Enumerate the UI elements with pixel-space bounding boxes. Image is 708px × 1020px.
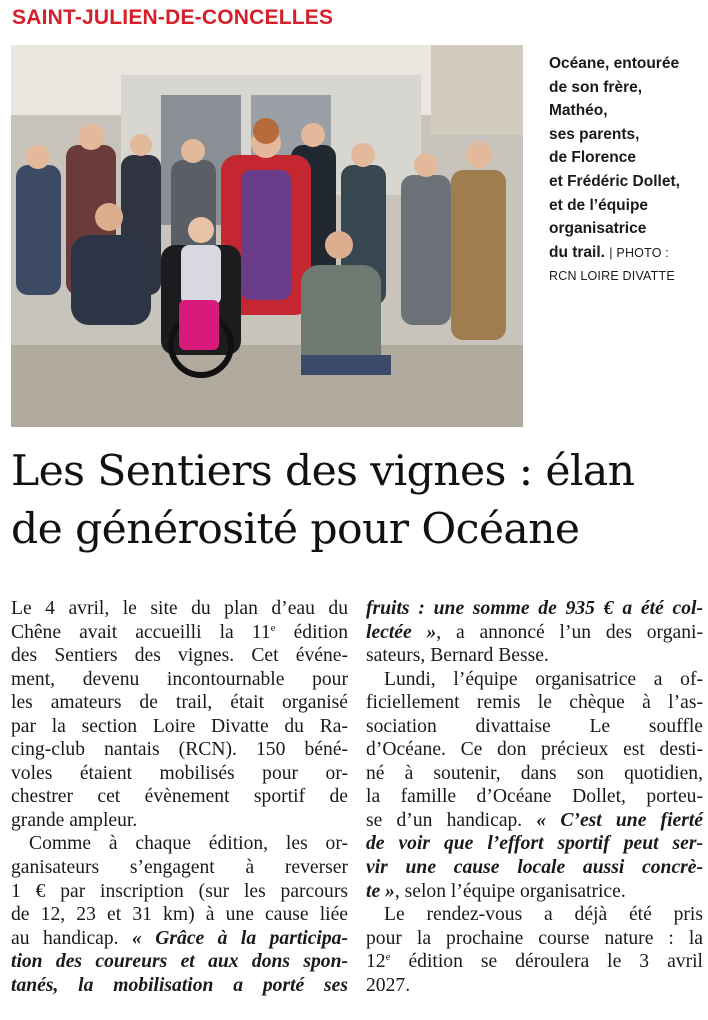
photo-caption [549, 52, 705, 289]
body-line: pour la prochaine course nature : la [366, 927, 703, 949]
body-line: Le rendez-vous a déjà été pris [384, 904, 703, 926]
body-line: des Sentiers des vignes. Cet événe- [11, 645, 348, 667]
body-line: 2027. [366, 974, 411, 996]
caption-line: organisatrice [549, 220, 647, 238]
body-line: sateurs, Bernard Besse. [366, 645, 549, 667]
body-text: Chêne avait accueilli la 11 [11, 621, 271, 643]
body-line: ficiellement remis le chèque à l’as- [366, 692, 703, 714]
body-line: de 12, 23 et 31 km) à une cause liée [11, 904, 348, 926]
body-line: grande ampleur. [11, 809, 138, 831]
body-line [366, 621, 703, 645]
body-line [11, 621, 348, 645]
body-line [366, 809, 703, 833]
body-column-right [366, 597, 703, 997]
quote-line: fruits : une somme de 935 € a été col- [366, 598, 703, 619]
body-line [11, 927, 348, 951]
caption-line: de Florence [549, 149, 636, 167]
body-text: au handicap. [11, 927, 133, 949]
headline-line-1: Les Sentiers des vignes : élan [11, 447, 635, 496]
body-line: la famille d’Océane Dollet, porteu- [366, 786, 703, 808]
body-line: cing-club nantais (RCN). 150 béné- [11, 739, 348, 761]
caption-line: et de l’équipe [549, 196, 649, 214]
body-line: Lundi, l’équipe organisatrice a of- [384, 668, 703, 690]
caption-line: et Frédéric Dollet, [549, 172, 680, 190]
quote-text: « Grâce à la participa- [132, 927, 348, 949]
caption-last-text: du trail. [549, 243, 605, 261]
body-line: ganisateurs s’engagent à reverser [11, 857, 348, 879]
body-line: d’Océane. Ce don précieux est desti- [366, 739, 703, 761]
body-text: édition [275, 621, 349, 643]
superscript: e [270, 621, 276, 634]
quote-line: de voir que l’effort sportif peut ser- [366, 833, 703, 855]
body-line: Comme à chaque édition, les or- [29, 833, 348, 855]
photo-credit: RCN LOIRE DIVATTE [549, 269, 675, 284]
caption-line: ses parents, [549, 125, 640, 143]
body-line [366, 950, 703, 974]
body-line: sociation divattaise Le souffle [366, 715, 703, 737]
quote-line: vir une cause locale aussi concrè- [366, 857, 703, 879]
body-line: voles étaient mobilisés pour or- [11, 762, 348, 784]
caption-line: Mathéo, [549, 102, 608, 120]
section-kicker: SAINT-JULIEN-DE-CONCELLES [12, 6, 334, 29]
body-line: né à soutenir, dans son quotidien, [366, 762, 703, 784]
quote-text: « C’est une fierté [536, 809, 703, 831]
photo-credit-label: | PHOTO : [609, 245, 669, 260]
headline-line-2: de générosité pour Océane [11, 505, 580, 554]
body-line: 1 € par inscription (sur les parcours [11, 880, 348, 902]
article-headline [11, 443, 701, 559]
caption-line [549, 241, 705, 266]
body-text: se d’un handicap. [366, 809, 537, 831]
group-photo-icon [11, 45, 523, 427]
caption-line: de son frère, [549, 78, 643, 96]
body-text: , selon l’équipe organisatrice. [394, 880, 626, 902]
group-photo [11, 45, 523, 427]
body-column-left [11, 597, 348, 997]
body-line: Le 4 avril, le site du plan d’eau du [11, 598, 348, 619]
quote-text: te » [366, 880, 395, 902]
quote-line: tanés, la mobilisation a porté ses [11, 974, 348, 996]
quote-line: tion des coureurs et aux dons spon- [11, 951, 348, 973]
body-text: 12 [366, 951, 386, 973]
caption-line: Océane, entourée [549, 55, 680, 72]
body-line [366, 880, 703, 904]
body-line: par la section Loire Divatte du Ra- [11, 715, 348, 737]
body-line: les amateurs de trail, était organisé [11, 692, 348, 714]
superscript: e [385, 951, 391, 964]
quote-text: lectée » [366, 621, 437, 643]
body-text: , a annoncé l’un des organi- [436, 621, 703, 643]
body-line: ment, devenu incontournable pour [11, 668, 348, 690]
body-text: édition se déroulera le 3 avril [390, 951, 703, 973]
body-line: chestrer cet évènement sportif de [11, 786, 348, 808]
